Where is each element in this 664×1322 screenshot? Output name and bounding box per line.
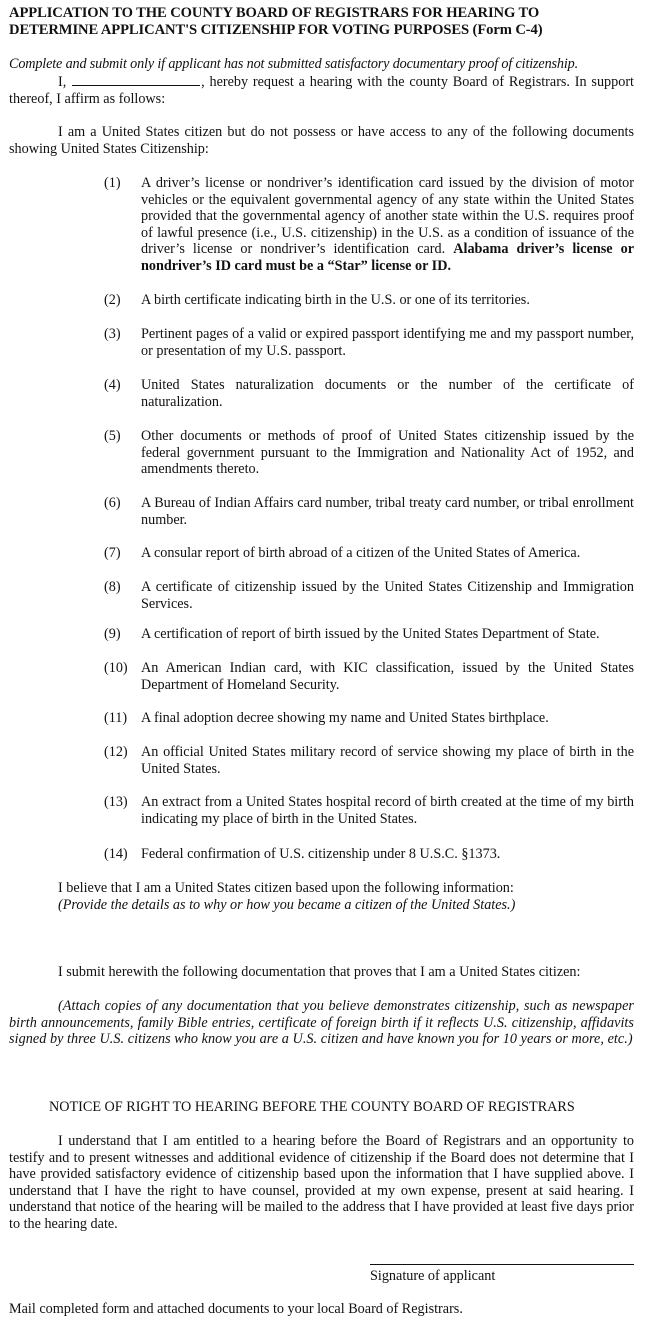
citizen-statement-text: I am a United States citizen but do not possess or have access to any of the following documents showing United States Citizenship: [9,124,634,157]
list-item-number: (13) [104,794,128,810]
list-item-text: A certification of report of birth issued by the United States Department of State. [141,626,600,642]
list-item-text: A driver’s license or nondriver’s identification card issued by the division of motor vehicles or the equivalent governmental agency of any state within the United States provided that the governmental agency of another state within the U.S. requires proof of lawful presence (i.e., U.S. citizenship) in the U.S. as a condition of issuance of the driver’s license or nondriver’s identification card. Alabama driver’s license or nondriver’s ID card must be a “Star” license or ID. [141,175,635,274]
list-item-text: A birth certificate indicating birth in the U.S. or one of its territories. [141,292,530,308]
believe-details-field[interactable] [58,913,648,957]
attach-instruction-text: (Attach copies of any documentation that you believe demonstrates citizenship, such as newspaper birth announcements, family Bible entries, certificate of foreign birth if it reflects U.S. citizenship, affidavits signed by three U.S. citizens who know you are a U.S. citizen and have known you for 10 years or more, etc.) [9,998,634,1048]
list-item-text: Other documents or methods of proof of United States citizenship issued by the federal government pursuant to the Immigration and Nationality Act of 1952, and amendments thereto. [141,428,634,478]
notice-heading: NOTICE OF RIGHT TO HEARING BEFORE THE COUNTY BOARD OF REGISTRARS [49,1099,575,1115]
list-item-number: (11) [104,710,128,726]
citizen-statement [9,124,634,157]
list-item-number: (2) [104,292,121,308]
list-item-text: A Bureau of Indian Affairs card number, tribal treaty card number, or tribal enrollment number. [141,495,634,528]
list-item-number: (14) [104,846,128,862]
request-prefix: I, [58,74,67,90]
form-title-line-1: APPLICATION TO THE COUNTY BOARD OF REGISTRARS FOR HEARING TO [9,5,540,21]
believe-instruction: (Provide the details as to why or how you became a citizen of the United States.) [58,896,516,913]
list-item-text: Federal confirmation of U.S. citizenship under 8 U.S.C. §1373. [141,846,501,862]
list-item-number: (1) [104,175,121,191]
list-item-text: An American Indian card, with KIC classification, issued by the United States Department of Homeland Security. [141,660,634,693]
list-item-number: (8) [104,579,121,595]
list-item-number: (7) [104,545,121,561]
list-item-text: United States naturalization documents or the number of the certificate of naturalization. [141,377,634,410]
attach-instruction [9,998,634,1048]
list-item-number: (6) [104,495,121,511]
mail-instruction: Mail completed form and attached documents to your local Board of Registrars. [9,1301,463,1317]
list-item-text: A consular report of birth abroad of a citizen of the United States of America. [141,545,581,561]
list-item-number: (4) [104,377,121,393]
list-item-text: An official United States military record of service showing my place of birth in the United States. [141,744,634,777]
list-item-number: (10) [104,660,128,676]
believe-section [58,880,648,957]
form-title [9,5,659,39]
form-title-line-2: DETERMINE APPLICANT'S CITIZENSHIP FOR VOTING PURPOSES (Form C-4) [9,22,543,38]
list-item-number: (9) [104,626,121,642]
list-item-number: (12) [104,744,128,760]
list-item-text: A final adoption decree showing my name and United States birthplace. [141,710,549,726]
signature-field[interactable] [370,1264,634,1265]
request-paragraph [9,73,634,107]
submit-statement: I submit herewith the following documentation that proves that I am a United States citizen: [58,964,581,980]
star-id-requirement: Alabama driver’s license or nondriver’s ID card must be a “Star” license or ID. [141,241,635,274]
list-item-number: (5) [104,428,121,444]
list-item-number: (3) [104,326,121,342]
notice-text: I understand that I am entitled to a hearing before the Board of Registrars and an opportunity to testify and to present witnesses and additional evidence of citizenship if the Board does not determine that I have provided satisfactory evidence of citizenship based upon the information that I have supplied above. I understand that I have the right to have counsel, provided at my own expense, present at said hearing. I understand that notice of the hearing will be mailed to the address that I have provided at least five days prior to the hearing date. [9,1133,634,1232]
notice-paragraph [9,1133,634,1233]
signature-label: Signature of applicant [370,1268,496,1284]
believe-statement: I believe that I am a United States citizen based upon the following information: [58,880,514,896]
request-suffix: , hereby request a hearing with the county Board of Registrars. In support thereof, I affirm as follows: [9,74,634,107]
list-item-text: An extract from a United States hospital record of birth created at the time of my birth indicating my place of birth in the United States. [141,794,634,827]
list-item-text: Pertinent pages of a valid or expired passport identifying me and my passport number, or presentation of my U.S. passport. [141,326,634,359]
applicant-name-field[interactable] [72,73,200,86]
list-item-text: A certificate of citizenship issued by the United States Citizenship and Immigration Services. [141,579,634,612]
intro-note: Complete and submit only if applicant has not submitted satisfactory documentary proof of citizenship. [9,56,578,72]
